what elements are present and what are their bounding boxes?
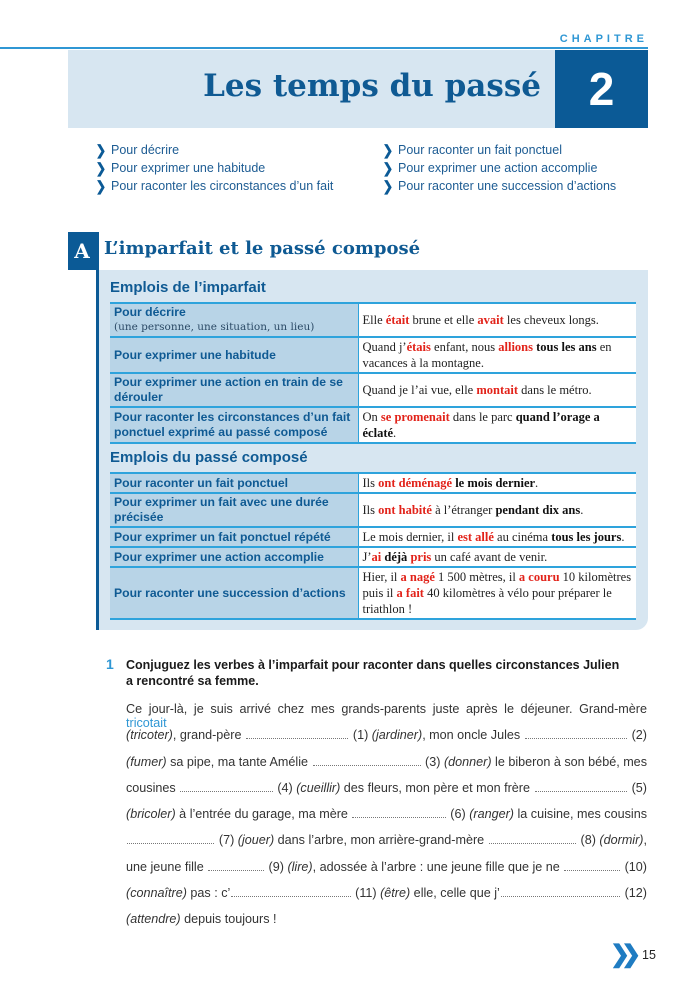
exercise-text-segment: des fleurs, mon père et mon frère — [340, 780, 534, 795]
verb-infinitive: (tricoter) — [126, 728, 173, 743]
verb-infinitive: (fumer) — [126, 754, 167, 769]
exercise-text-segment: (6) — [446, 807, 470, 822]
table-row — [110, 527, 636, 547]
verb-highlight: est allé — [457, 530, 494, 544]
usage-cell — [110, 567, 358, 619]
verb-highlight: se promenait — [380, 410, 450, 424]
table-row — [110, 567, 636, 619]
time-marker: pendant dix ans — [495, 503, 581, 517]
example-text: les cheveux longs. — [503, 313, 599, 327]
verb-highlight: ai — [371, 550, 382, 564]
verb-highlight: étais — [406, 340, 431, 354]
objective-item — [382, 141, 616, 159]
table-row — [110, 373, 636, 407]
chapter-number: 2 — [555, 50, 648, 128]
time-marker: déjà — [384, 550, 408, 564]
example-text: J’ — [362, 550, 372, 564]
exercise-text-segment: (9) — [265, 859, 288, 874]
usage-cell — [110, 407, 358, 443]
example-text: brune et elle — [409, 313, 478, 327]
example-text: . — [580, 503, 584, 517]
exercise-text-segment: , adossée à l’arbre : une jeune fille que je ne — [312, 859, 564, 874]
exercise-text-segment: (7) — [215, 833, 238, 848]
exercise-line — [126, 886, 647, 912]
verb-highlight: ont déménagé — [378, 476, 453, 490]
exercise-text-segment: le biberon à son bébé, mes — [491, 754, 647, 769]
exercise-text-segment: (1) — [349, 728, 372, 743]
exercise-text-segment: , mon oncle Jules — [422, 728, 524, 743]
exercise-text-segment: à l’entrée du garage, ma mère — [175, 807, 352, 822]
table-row — [110, 303, 636, 337]
exercise-line — [126, 702, 647, 728]
exercise-text-segment: (12) — [621, 886, 648, 901]
example-text: 40 kilomètres à vélo pour préparer le triathlon ! — [362, 586, 612, 616]
verb-infinitive: (donner) — [443, 754, 492, 769]
exercise-text-segment: (11) — [351, 886, 381, 901]
verb-infinitive: (attendre) — [126, 912, 181, 927]
top-rule — [0, 47, 648, 49]
chevron-right-icon: ❯ — [382, 177, 394, 194]
example-text: un café avant de venir. — [431, 550, 548, 564]
verb-infinitive: (jardiner) — [371, 728, 423, 743]
exercise-line — [126, 860, 647, 886]
objective-item — [95, 141, 333, 159]
example-cell — [358, 493, 636, 527]
exercise-text-segment: elle, celle que j’ — [410, 886, 500, 901]
example-text: en vacances à la montagne. — [362, 340, 612, 370]
verb-infinitive: (jouer) — [237, 833, 275, 848]
exercise-line — [126, 781, 647, 807]
example-answer: tricotait — [126, 716, 167, 730]
passe-compose-heading: Emplois du passé composé — [110, 449, 308, 466]
usage-label: Pour exprimer une action en train de se dérouler — [114, 375, 343, 404]
example-text: à l’étranger — [431, 503, 496, 517]
objective-label: Pour raconter les circonstances d’un fait — [111, 179, 334, 193]
time-marker: le mois dernier — [455, 476, 536, 490]
table-row — [110, 407, 636, 443]
example-text: . — [621, 530, 625, 544]
example-text: enfant, nous — [430, 340, 499, 354]
section-title: L’imparfait et le passé composé — [104, 238, 421, 259]
usage-label: Pour exprimer une habitude — [114, 347, 276, 362]
section-letter: A — [68, 232, 96, 270]
exercise-text-segment: la cuisine, mes cousins — [514, 807, 647, 822]
exercise-text-segment: (5) — [628, 780, 647, 795]
usage-label: Pour exprimer une action accomplie — [114, 549, 324, 564]
exercise-line — [126, 807, 647, 833]
objectives-left — [95, 141, 333, 195]
example-cell — [358, 337, 636, 373]
exercise-line — [126, 833, 647, 859]
time-marker: tous les jours — [551, 530, 622, 544]
verb-highlight: pris — [410, 550, 432, 564]
verb-infinitive: (ranger) — [469, 807, 514, 822]
chevron-right-icon: ❯ — [95, 159, 107, 176]
objective-label: Pour exprimer une habitude — [111, 161, 266, 175]
section-rule — [96, 232, 99, 630]
example-cell — [358, 567, 636, 619]
exercise-text-segment: (8) — [577, 833, 600, 848]
verb-highlight: allions — [498, 340, 534, 354]
chevron-right-icon: ❯ — [95, 141, 107, 158]
passe-compose-table — [110, 472, 636, 620]
answer-blank[interactable] — [525, 728, 627, 739]
objective-item — [382, 159, 616, 177]
exercise-text-segment: depuis toujours ! — [180, 912, 277, 927]
objective-label: Pour raconter une succession d’actions — [398, 179, 617, 193]
example-text: Elle — [362, 313, 386, 327]
example-text: dans le parc — [449, 410, 516, 424]
exercise-text-segment: dans l’arbre, mon arrière-grand-mère — [274, 833, 488, 848]
table-row — [110, 337, 636, 373]
exercise-text-segment: une jeune fille — [126, 859, 208, 874]
chevron-right-icon: ❯ — [382, 159, 394, 176]
example-text: 10 kilomètres puis il — [362, 570, 632, 600]
verb-highlight: montait — [476, 383, 519, 397]
answer-blank[interactable] — [246, 728, 348, 739]
usage-label: Pour exprimer un fait avec une durée précisée — [114, 495, 329, 524]
usage-cell — [110, 473, 358, 493]
example-cell — [358, 547, 636, 567]
exercise-line — [126, 755, 647, 781]
double-chevron-right-icon[interactable]: ❯❯ — [610, 941, 633, 968]
exercise-instruction: Conjuguez les verbes à l’imparfait pour raconter dans quelles circonstances Julien a rencontré sa femme. — [126, 658, 620, 688]
verb-highlight: a nagé — [400, 570, 435, 584]
objective-label: Pour exprimer une action accomplie — [398, 161, 598, 175]
example-text: Hier, il — [362, 570, 401, 584]
table-row — [110, 493, 636, 527]
answer-blank[interactable] — [352, 807, 445, 818]
answer-blank[interactable] — [535, 781, 628, 792]
example-cell — [358, 527, 636, 547]
chevron-right-icon: ❯ — [95, 177, 107, 194]
exercise-text-segment: (2) — [628, 728, 647, 743]
example-text: Quand je l’ai vue, elle — [362, 383, 477, 397]
imparfait-heading: Emplois de l’imparfait — [110, 279, 266, 296]
chapter-label: CHAPITRE — [559, 33, 648, 45]
answer-blank[interactable] — [127, 833, 214, 844]
usage-label: Pour raconter un fait ponctuel — [114, 475, 289, 490]
usage-cell — [110, 303, 358, 337]
imparfait-table — [110, 302, 636, 444]
example-text: Ils — [362, 503, 379, 517]
answer-blank[interactable] — [180, 781, 273, 792]
usage-label: Pour raconter une succession d’actions — [114, 585, 346, 600]
verb-highlight: a fait — [396, 586, 424, 600]
example-text: 1 500 mètres, il — [434, 570, 519, 584]
example-text: Quand j’ — [362, 340, 407, 354]
answer-blank[interactable] — [501, 886, 620, 897]
table-row — [110, 473, 636, 493]
page-number: 15 — [642, 948, 656, 962]
verb-infinitive: (connaître) — [126, 886, 187, 901]
verb-infinitive: (dormir) — [599, 833, 644, 848]
exercise-text-segment: , — [643, 833, 647, 848]
objective-item — [95, 177, 333, 195]
objective-label: Pour décrire — [111, 143, 180, 157]
example-cell — [358, 373, 636, 407]
verb-highlight: a couru — [518, 570, 560, 584]
verb-highlight: était — [385, 313, 410, 327]
usage-cell — [110, 527, 358, 547]
verb-infinitive: (cueillir) — [296, 780, 341, 795]
objective-item — [382, 177, 616, 195]
page-title: Les temps du passé — [203, 68, 541, 104]
exercise-line — [126, 912, 647, 938]
exercise-text-segment: pas : c’ — [186, 886, 231, 901]
verb-infinitive: (lire) — [287, 859, 313, 874]
example-text: dans le métro. — [518, 383, 592, 397]
objective-item — [95, 159, 333, 177]
answer-blank[interactable] — [313, 755, 421, 766]
answer-blank[interactable] — [231, 886, 350, 897]
example-text: On — [362, 410, 381, 424]
answer-blank[interactable] — [208, 860, 264, 871]
exercise-line — [126, 728, 647, 754]
exercise-text-segment: (4) — [273, 780, 297, 795]
verb-infinitive: (être) — [380, 886, 411, 901]
exercise-text-segment: cousines — [126, 780, 180, 795]
example-cell — [358, 407, 636, 443]
example-text: Le mois dernier, il — [362, 530, 458, 544]
title-band — [68, 50, 555, 128]
example-text: au cinéma — [493, 530, 552, 544]
answer-blank[interactable] — [564, 860, 620, 871]
exercise-text-segment: , grand-père — [172, 728, 245, 743]
time-marker: quand l’orage a éclaté — [362, 410, 600, 440]
example-cell — [358, 473, 636, 493]
example-cell — [358, 303, 636, 337]
usage-cell — [110, 547, 358, 567]
exercise-text-segment: Ce jour-là, je suis arrivé chez mes grands-parents juste après le déjeuner. Grand-mère — [126, 702, 647, 716]
exercise-text-segment: sa pipe, ma tante Amélie — [166, 754, 312, 769]
example-text: Ils — [362, 476, 379, 490]
usage-cell — [110, 337, 358, 373]
verb-highlight: ont habité — [378, 503, 432, 517]
example-text: . — [393, 426, 397, 440]
usage-label: Pour décrire — [114, 305, 186, 319]
usage-label: Pour raconter les circonstances d’un fait ponctuel exprimé au passé composé — [114, 410, 351, 439]
verb-infinitive: (bricoler) — [126, 807, 176, 822]
usage-label: Pour exprimer un fait ponctuel répété — [114, 529, 331, 544]
objective-label: Pour raconter un fait ponctuel — [398, 143, 562, 157]
time-marker: tous les ans — [536, 340, 597, 354]
chevron-right-icon: ❯ — [382, 141, 394, 158]
exercise-number: 1 — [106, 656, 114, 672]
answer-blank[interactable] — [489, 833, 576, 844]
exercise-text-segment: (3) — [421, 754, 444, 769]
exercise-text-segment: (10) — [621, 859, 647, 874]
usage-note: (une personne, une situation, un lieu) — [114, 321, 315, 333]
usage-cell — [110, 373, 358, 407]
example-text: . — [535, 476, 539, 490]
usage-cell — [110, 493, 358, 527]
exercise-text — [126, 702, 647, 939]
table-row — [110, 547, 636, 567]
objectives-right — [382, 141, 616, 195]
verb-highlight: avait — [477, 313, 504, 327]
